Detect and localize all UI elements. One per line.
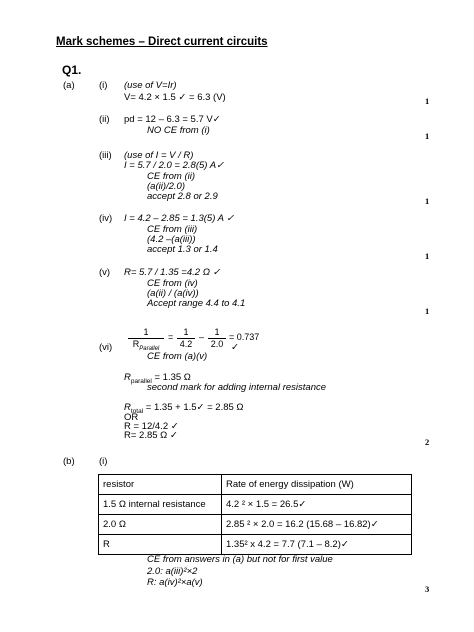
table-cell: 2.0 Ω	[99, 515, 222, 535]
sub-v-label: (v)	[99, 267, 111, 278]
a-ii-line1: pd = 12 – 6.3 = 5.7 V✓	[124, 114, 221, 125]
page-title: Mark schemes – Direct current circuits	[56, 36, 268, 48]
a-iv-line2: CE from (iii)	[147, 224, 198, 235]
question-number: Q1.	[62, 63, 82, 77]
a-iv-line1: I = 4.2 – 2.85 = 1.3(5) A ✓	[124, 213, 235, 224]
sub-iii-label: (iii)	[99, 150, 112, 161]
or-text: OR	[124, 412, 139, 423]
sub-vi-label: (vi)	[99, 342, 113, 353]
table-cell: R	[99, 535, 222, 555]
table-cell: 1.5 Ω internal resistance	[99, 495, 222, 515]
mark-a-v: 1	[425, 306, 430, 316]
sub-ii-label: (ii)	[99, 114, 110, 125]
r-parallel-line: $R_{parallel} = 1.35$ Ω	[124, 372, 191, 385]
a-iv-line4: accept 1.3 or 1.4	[147, 244, 218, 255]
table-row	[99, 535, 412, 555]
mark-a-ii: 1	[425, 131, 430, 141]
a-ii-line2: NO CE from (i)	[147, 125, 210, 136]
alt-line-1: R = 12/4.2 ✓	[124, 421, 179, 432]
table-header-cell: resistor	[99, 475, 222, 495]
mark-a-iii: 1	[425, 196, 430, 206]
table-row	[99, 495, 412, 515]
mark-a-i: 1	[425, 96, 430, 106]
a-vi-ce-note: CE from (a)(v)	[147, 351, 208, 362]
sub-b-i-label: (i)	[99, 456, 108, 467]
a-iii-line4: (a(ii)/2.0)	[147, 181, 186, 192]
mark-a-vi: 2	[425, 437, 430, 447]
equals-sign: =	[168, 332, 174, 342]
part-a-label: (a)	[63, 80, 75, 91]
a-iii-line2: I = 5.7 / 2.0 = 2.8(5) A✓	[124, 160, 225, 171]
minus-sign: –	[199, 332, 205, 342]
second-mark-note: second mark for adding internal resistance	[147, 382, 327, 393]
part-b-label: (b)	[63, 456, 75, 467]
a-iii-line5: accept 2.8 or 2.9	[147, 191, 218, 202]
a-i-line2: V= 4.2 × 1.5 ✓ = 6.3 (V)	[124, 92, 226, 103]
b-note-line3: R: a(iv)²×a(v)	[147, 577, 203, 588]
alt-line-2: R= 2.85 Ω ✓	[124, 430, 178, 441]
a-iii-line3: CE from (ii)	[147, 171, 196, 182]
mark-a-iv: 1	[425, 251, 430, 261]
fraction-1-over-2-0: $\frac{1}{2.0}$	[208, 327, 226, 350]
a-v-line1: R= 5.7 / 1.35 =4.2 Ω ✓	[124, 267, 221, 278]
table-cell: 1.35² x 4.2 = 7.7 (7.1 – 8.2)✓	[222, 535, 412, 555]
tick-mark: ✓	[231, 342, 239, 353]
table-header-row	[99, 475, 412, 495]
mark-b-i: 3	[425, 584, 430, 594]
table-cell: 2.85 ² × 2.0 = 16.2 (15.68 – 16.82)✓	[222, 515, 412, 535]
r-total-line: $R_{total} = 1.35$ + 1.5✓ = 2.85 Ω	[124, 402, 244, 415]
a-i-line1: (use of V=Ir)	[124, 80, 177, 91]
fraction-1-over-r-parallel: 1 $R_{Parallel}$	[128, 327, 164, 355]
fraction-1-over-4-2: $\frac{1}{4.2}$	[177, 327, 195, 350]
sub-iv-label: (iv)	[99, 213, 113, 224]
a-iii-line1: (use of I = V / R)	[124, 150, 194, 161]
a-v-line3: (a(ii) / (a(iv))	[147, 288, 199, 299]
a-iv-line3: (4.2 –(a(iii))	[147, 234, 196, 245]
b-note-line2: 2.0: a(iii)²×2	[147, 566, 198, 577]
a-v-line4: Accept range 4.4 to 4.1	[147, 298, 246, 309]
table-cell: 4.2 ² × 1.5 = 26.5✓	[222, 495, 412, 515]
b-note-line1: CE from answers in (a) but not for first value	[147, 554, 333, 565]
fraction-result: = 0.737	[229, 332, 260, 342]
table-row	[99, 515, 412, 535]
a-v-line2: CE from (iv)	[147, 278, 198, 289]
energy-dissipation-table	[98, 474, 412, 555]
sub-i-label: (i)	[99, 80, 108, 91]
table-header-cell: Rate of energy dissipation (W)	[222, 475, 412, 495]
